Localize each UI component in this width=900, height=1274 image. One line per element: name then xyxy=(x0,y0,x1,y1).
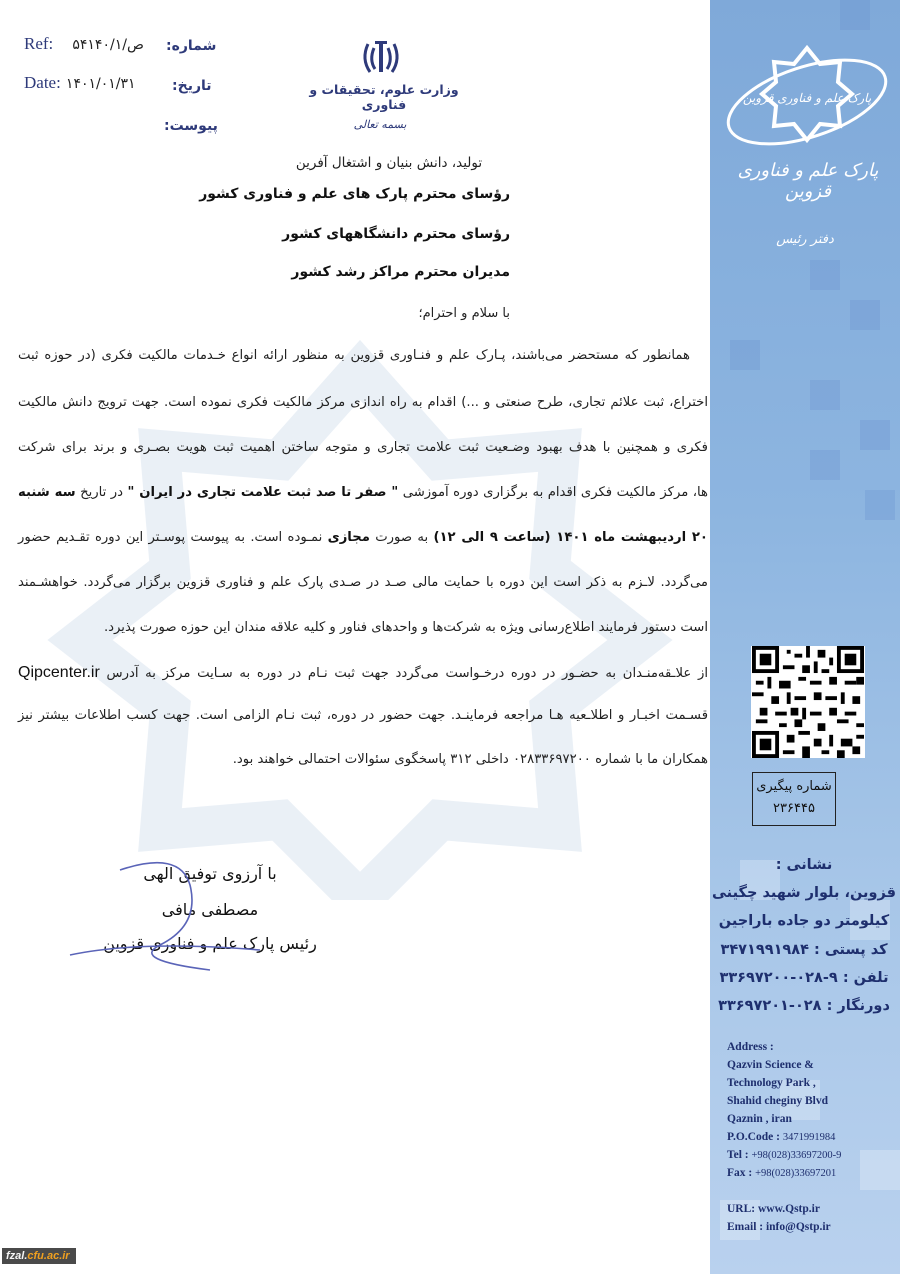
office-label: دفتر رئیس xyxy=(776,232,834,247)
address-fa-label: نشانی : xyxy=(775,857,833,873)
address-en-po xyxy=(727,1131,835,1143)
body-line-6: می‌گردد. لاـزم به ذکر است این دوره با حمایت مالی صـد در صـدی پارک علم و فناوری قزوین برگزار می‌گردد. خواهشـمند xyxy=(18,575,708,590)
badge-text: fzal. xyxy=(6,1250,28,1262)
course-date: ۲۰ اردیبهشت ماه ۱۴۰۱ (ساعت ۹ الی ۱۲) xyxy=(433,530,708,545)
body-line-7: است دستور فرمایند اطلاع‌رسانی ویژه به شرکت‌ها و واحدهای فناور و کلیه علاقه مندان این حوزه صورت پذیرد. xyxy=(103,620,708,635)
greeting: با سلام و احترام؛ xyxy=(418,306,510,321)
tracking-label: شماره پیگیری xyxy=(756,779,832,794)
bismillah: بسمه تعالی xyxy=(353,118,407,131)
tel-label: Tel : xyxy=(727,1149,752,1161)
body-text: به صورت xyxy=(369,530,434,545)
address-en-email[interactable]: Email : info@Qstp.ir xyxy=(727,1221,831,1233)
addressee-2: رؤسای محترم دانشگاههای کشور xyxy=(282,226,510,242)
address-en-fax xyxy=(727,1167,836,1179)
date-label: Date: xyxy=(24,73,61,92)
fax-label: Fax : xyxy=(727,1167,756,1179)
address-en-line4: Qaznin , iran xyxy=(727,1113,792,1125)
address-fa-line2: کیلومتر دو جاده باراجین xyxy=(718,913,890,929)
slogan: تولید، دانش بنیان و اشتغال آفرین xyxy=(295,155,483,171)
date-row xyxy=(24,73,136,93)
ministry-name: وزارت علوم، تحقیقات و فناوری xyxy=(309,82,459,112)
body-line-5 xyxy=(18,530,708,545)
address-en-tel xyxy=(727,1149,841,1161)
date-label-fa: تاریخ: xyxy=(172,78,212,94)
body-text: در تاریخ xyxy=(75,485,128,500)
qipcenter-link[interactable]: Qipcenter.ir xyxy=(18,664,100,681)
address-en-url[interactable]: URL: www.Qstp.ir xyxy=(727,1203,820,1215)
course-mode: مجازی xyxy=(327,530,370,545)
address-en-line2: Technology Park , xyxy=(727,1077,816,1089)
date-value: ۱۴۰۱/۰۱/۳۱ xyxy=(65,76,136,92)
body-text: نمـوده است. به پیوست پوسـتر این دوره تقـدیم حضور xyxy=(18,530,328,545)
tel-value: +98(028)33697200-9 xyxy=(751,1150,842,1161)
body-line-2: اختراع، ثبت علائم تجاری، طرح صنعتی و ...) اقدام به راه اندازی مرکز مالکیت فکری نموده است. جهت ترویج دانش مالکیت xyxy=(18,395,708,410)
ref-label: Ref: xyxy=(24,34,54,53)
addressee-1: رؤسای محترم پارک های علم و فناوری کشور xyxy=(199,186,510,202)
svg-text:پارک علم و فناوری قزوین: پارک علم و فناوری قزوین xyxy=(742,91,872,105)
qr-code-icon[interactable] xyxy=(751,646,865,758)
attachment-label: پیوست: xyxy=(164,118,218,134)
source-badge xyxy=(2,1248,76,1264)
course-title: " صفر تا صد ثبت علامت تجاری در ایران " xyxy=(127,485,399,500)
body-text: ها، مرکز مالکیت فکری اقدام به برگزاری دوره آموزشی xyxy=(398,485,708,500)
address-fa-line1: قزوین، بلوار شهید چگینی xyxy=(712,885,896,901)
ref-row xyxy=(24,34,144,54)
po-value: 3471991984 xyxy=(782,1132,836,1143)
park-title: پارک علم و فناوری قزوین xyxy=(737,160,879,202)
tracking-number: ۲۳۶۴۴۵ xyxy=(773,801,815,816)
body-line-8 xyxy=(18,664,708,682)
signer-title: رئیس پارک علم و فناوری قزوین xyxy=(103,934,317,953)
badge-domain: cfu.ac.ir xyxy=(27,1250,70,1262)
closing: با آرزوی توفیق الهی xyxy=(143,864,277,883)
body-line-4 xyxy=(18,485,708,500)
po-label: P.O.Code : xyxy=(727,1131,783,1143)
address-en-line3: Shahid cheginy Blvd xyxy=(727,1095,828,1107)
body-text: از علاـقه‌منـدان به حضـور در دوره درخـواست می‌گردد جهت ثبت نـام در دوره به سـایت مرکز به آدرس xyxy=(99,666,708,681)
address-fa-fax: دورنگار : ۰۲۸-۳۳۶۹۷۲۰۱ xyxy=(718,998,890,1014)
handwritten-signature-icon xyxy=(60,845,300,975)
ref-value: ۵۴۱۴۰/ص/۱ xyxy=(72,37,144,53)
address-fa-postal: کد پستی : ۳۴۷۱۹۹۱۹۸۴ xyxy=(720,942,888,958)
iran-emblem-icon xyxy=(358,36,404,82)
fax-value: +98(028)33697201 xyxy=(755,1168,837,1179)
address-en-label: Address : xyxy=(727,1041,774,1053)
tracking-box xyxy=(752,772,836,826)
body-line-9: قسـمت اخبـار و اطلاـعیه هـا مراجعه فرماینـد. جهت حضور در دوره، ثبت نـام الزامی است. جهت کسب اطلاعات بیشتر نیز xyxy=(18,708,708,723)
park-logo-icon xyxy=(722,40,892,160)
body-line-3: فکری و همچنین با هدف بهبود وضـعیت ثبت علامت تجاری و متوجه ساختن اهمیت ثبت هویت بصـری و برند برای شرکت xyxy=(18,440,708,455)
number-label: شماره: xyxy=(166,38,217,54)
course-day: سه شنبه xyxy=(18,485,76,500)
signer-name: مصطفی مافی xyxy=(161,900,259,919)
addressee-3: مدیران محترم مراکز رشد کشور xyxy=(291,264,510,280)
address-en-line1: Qazvin Science & xyxy=(727,1059,814,1071)
body-line-1: همانطور که مستحضر می‌باشند، پـارک علم و فنـاوری قزوین به منظور ارائه انواع خـدمات مالکیت فکری (در حوزه ثبت xyxy=(18,348,690,363)
address-fa-phone: تلفن : ۹-۰۲۸-۳۳۶۹۷۲۰۰ xyxy=(719,970,889,986)
body-line-10: همکاران ما با شماره ۰۲۸۳۳۶۹۷۲۰۰ داخلی ۳۱۲ پاسخگوی سئوالات احتمالی خواهند بود. xyxy=(232,752,708,767)
